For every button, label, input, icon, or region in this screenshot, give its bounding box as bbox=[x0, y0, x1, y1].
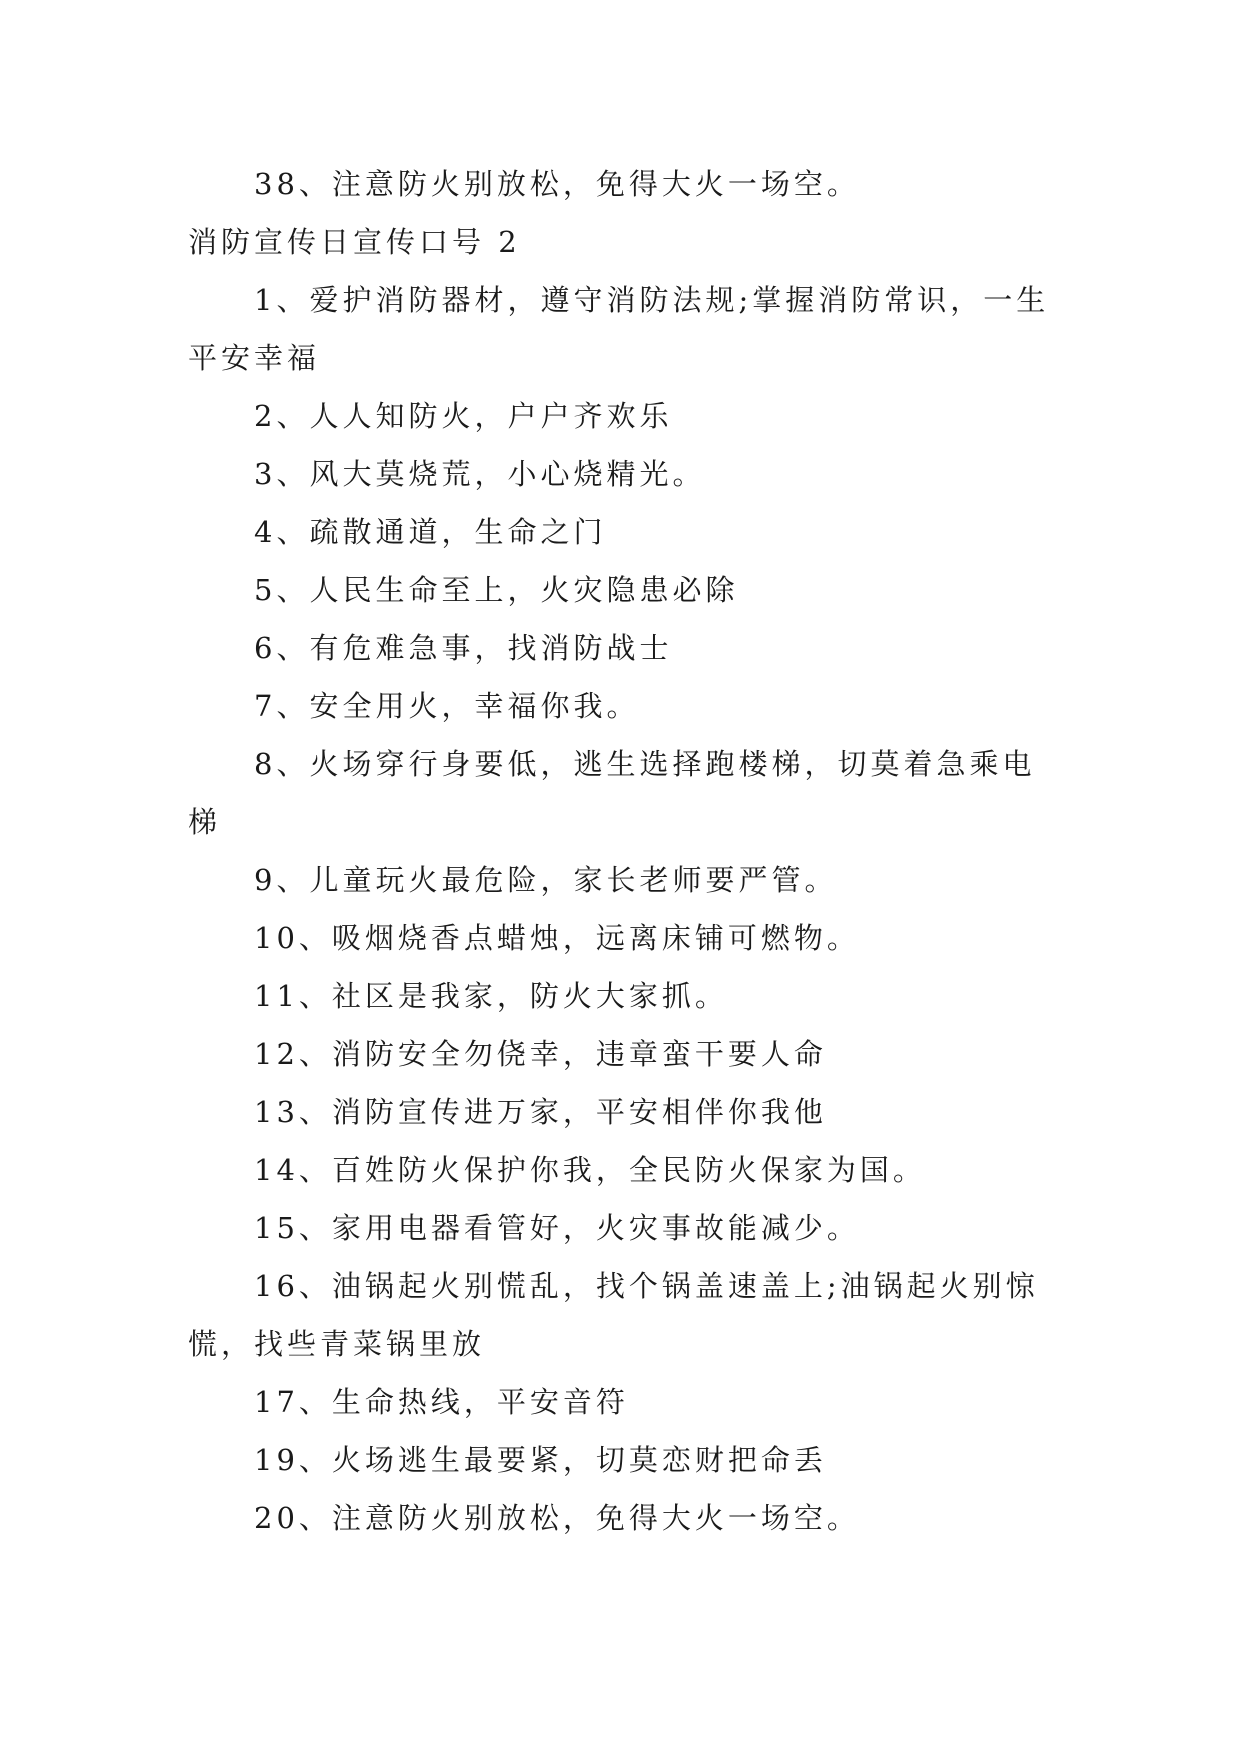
document-body bbox=[188, 155, 1048, 1547]
text-line: 平安幸福 bbox=[188, 341, 321, 375]
text-line: 5、人民生命至上，火灾隐患必除 bbox=[254, 573, 739, 607]
text-line: 慌，找些青菜锅里放 bbox=[188, 1327, 486, 1361]
text-line: 11、社区是我家，防火大家抓。 bbox=[254, 979, 728, 1013]
text-line: 7、安全用火，幸福你我。 bbox=[254, 689, 640, 723]
text-line: 20、注意防火别放松，免得大火一场空。 bbox=[254, 1501, 860, 1535]
text-line: 12、消防安全勿侥幸，违章蛮干要人命 bbox=[254, 1037, 827, 1071]
text-line: 3、风大莫烧荒，小心烧精光。 bbox=[254, 457, 706, 491]
text-line: 6、有危难急事，找消防战士 bbox=[254, 631, 673, 665]
text-line: 14、百姓防火保护你我，全民防火保家为国。 bbox=[254, 1153, 926, 1187]
text-line: 2、人人知防火，户户齐欢乐 bbox=[254, 399, 673, 433]
text-line: 17、生命热线，平安音符 bbox=[254, 1385, 629, 1419]
text-line: 10、吸烟烧香点蜡烛，远离床铺可燃物。 bbox=[254, 921, 860, 955]
text-line: 19、火场逃生最要紧，切莫恋财把命丢 bbox=[254, 1443, 827, 1477]
text-line: 4、疏散通道，生命之门 bbox=[254, 515, 607, 549]
text-line: 9、儿童玩火最危险，家长老师要严管。 bbox=[254, 863, 838, 897]
text-line: 1、爱护消防器材，遵守消防法规;掌握消防常识，一生 bbox=[254, 283, 1050, 317]
text-line: 38、注意防火别放松，免得大火一场空。 bbox=[254, 167, 860, 201]
text-line: 15、家用电器看管好，火灾事故能减少。 bbox=[254, 1211, 860, 1245]
text-line: 16、油锅起火别慌乱，找个锅盖速盖上;油锅起火别惊 bbox=[254, 1269, 1039, 1303]
text-line: 8、火场穿行身要低，逃生选择跑楼梯，切莫着急乘电 bbox=[254, 747, 1036, 781]
text-line: 梯 bbox=[188, 805, 222, 839]
section-heading: 消防宣传日宣传口号 2 bbox=[188, 225, 521, 259]
text-line: 13、消防宣传进万家，平安相伴你我他 bbox=[254, 1095, 827, 1129]
